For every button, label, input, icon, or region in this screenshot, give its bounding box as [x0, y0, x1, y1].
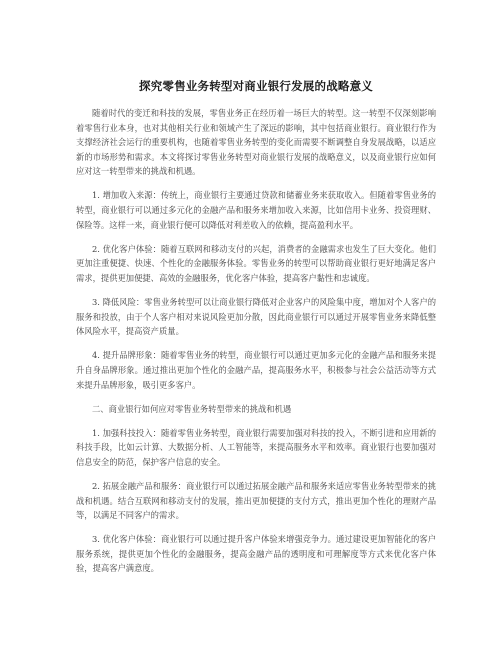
section2-item-1: 1. 加强科技投入：随着零售业务转型，商业银行需要加强对科技的投入，不断引进和应用新的科技手段，比如云计算、大数据分析、人工智能等，来提高服务水平和效率。商业银行也要加强对信息安全的防范，保护客户信息的安全。 — [76, 427, 436, 467]
section1-item-3: 3. 降低风险：零售业务转型可以让商业银行降低对企业客户的风险集中度，增加对个人客户的服务和投放，由于个人客户相对来说风险更加分散，因此商业银行可以通过开展零售业务来降低整体风险水平，提高资产质量。 — [76, 297, 436, 337]
section1-item-2: 2. 优化客户体验：随着互联网和移动支付的兴起，消费者的金融需求也发生了巨大变化。他们更加注重便捷、快速、个性化的金融服务体验。零售业务的转型可以帮助商业银行更好地满足客户需求，提供更加便捷、高效的金融服务，优化客户体验，提高客户黏性和忠诚度。 — [76, 243, 436, 283]
section1-item-1: 1. 增加收入来源：传统上，商业银行主要通过贷款和储蓄业务来获取收入。但随着零售业务的转型，商业银行可以通过多元化的金融产品和服务来增加收入来源，比如信用卡业务、投资理财、保险等。这样一来，商业银行便可以降低对利差收入的依赖，提高盈利水平。 — [76, 190, 436, 230]
document-title: 探究零售业务转型对商业银行发展的战略意义 — [139, 79, 373, 93]
section2-heading: 二、商业银行如何应对零售业务转型带来的挑战和机遇 — [92, 403, 292, 414]
section2-item-2: 2. 拓展金融产品和服务：商业银行可以通过拓展金融产品和服务来适应零售业务转型带来的挑战和机遇。结合互联网和移动支付的发展，推出更加便捷的支付方式，推出更加个性化的理财产品等，以满足不同客户的需求。 — [76, 480, 436, 521]
section2-item-3: 3. 优化客户体验：商业银行可以通过提升客户体验来增强竞争力。通过建设更加智能化的客户服务系统，提供更加个性化的金融服务，提高金融产品的透明度和可理解度等方式来优化客户体验，提高客户满意度。 — [76, 534, 436, 574]
intro-paragraph: 随着时代的变迁和科技的发展，零售业务正在经历着一场巨大的转型。这一转型不仅深刻影响着零售行业本身，也对其他相关行业和领域产生了深远的影响，其中包括商业银行。商业银行作为支撑经济社会运行的重要机构，也随着零售业务转型的变化而需要不断调整自身发展战略，以适应新的市场形势和需求。本文将探讨零售业务转型对商业银行发展的战略意义，以及商业银行应如何应对这一转型带来的挑战和机遇。 — [76, 108, 436, 177]
section1-item-4: 4. 提升品牌形象：随着零售业务的转型，商业银行可以通过更加多元化的金融产品和服务来提升自身品牌形象。通过推出更加个性化的金融产品，提高服务水平，积极参与社会公益活动等方式来提升品牌形象，吸引更多客户。 — [76, 350, 436, 390]
